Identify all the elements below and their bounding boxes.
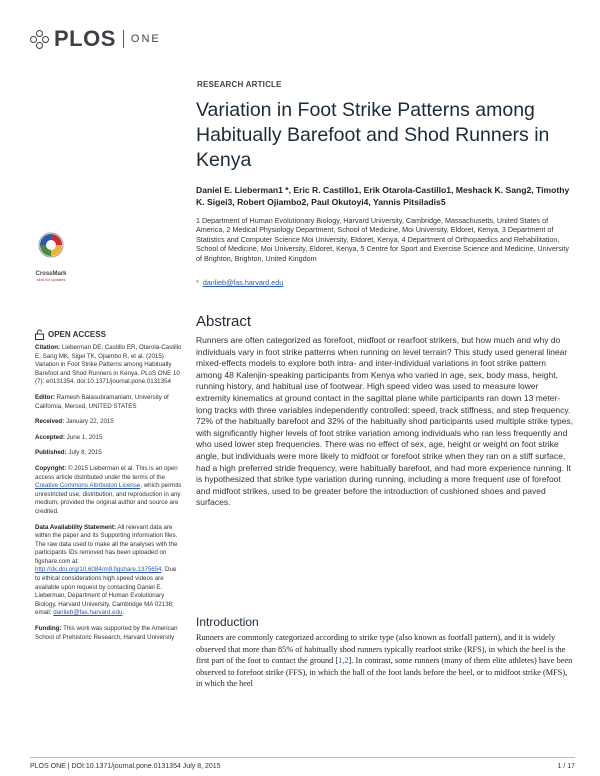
published-date: July 8, 2015 bbox=[68, 449, 102, 457]
page-number: 1 / 17 bbox=[557, 763, 575, 770]
citation-label: Citation: bbox=[35, 344, 61, 351]
citation-text: Lieberman DE, Castillo ER, Otarola-Castillo E, Sang MK, Sigei TK, Ojiambo R, et al. (2015) Variation in Foot Strike Patterns among Habitually Barefoot and Shod Runners in Kenya. PLoS ONE 10 (7): e0131354. doi:10.1371/journal.pone.0131354 bbox=[35, 344, 182, 386]
crossmark-badge[interactable] bbox=[35, 232, 67, 282]
license-link[interactable]: Creative Commons Attribution License bbox=[35, 482, 141, 490]
published-label: Published: bbox=[35, 449, 67, 457]
article-type: RESEARCH ARTICLE bbox=[197, 80, 282, 89]
funding-label: Funding: bbox=[35, 625, 62, 633]
corresponding-author: * danlieb@fas.harvard.edu bbox=[196, 278, 284, 287]
copyright-label: Copyright: bbox=[35, 464, 67, 472]
data-availability-label: Data Availability Statement: bbox=[35, 523, 117, 531]
affiliations: 1 Department of Human Evolutionary Biology, Harvard University, Cambridge, Massachusetts, United States of America, 2 Medical Physiology Department, School of Medicine, Moi University, Eldoret, Kenya, 3 Department of Statistics and Computer Science Moi University, Eldoret, Kenya, 4 Department of Orthopaedics and Rehabilitation, School of Medicine, Moi University, Eldoret, Kenya, 5 Centre for Sport and Exercise Science and Medicine, University of Brighton, Brighton, United Kingdom bbox=[196, 216, 569, 263]
open-access-label: OPEN ACCESS bbox=[48, 330, 106, 339]
received-label: Received: bbox=[35, 418, 65, 426]
editor-text: Ramesh Balasubramaniam, University of California, Merced, UNITED STATES bbox=[35, 393, 169, 410]
article-metadata bbox=[35, 344, 183, 649]
data-contact-email-link[interactable]: danlieb@fas.harvard.edu bbox=[53, 609, 123, 617]
funding-text: This work was supported by the American School of Prehistoric Research, Harvard University bbox=[35, 625, 178, 641]
published-block bbox=[35, 449, 183, 458]
crossmark-label: CrossMark bbox=[35, 271, 67, 277]
data-availability-text-2: . Due to ethical considerations high speed videos are available upon request by contacting Daniel E. Lieberman, Department of Human Evolutionary Biology, Harvard University, Cambridge MA 02138; email: bbox=[35, 566, 177, 617]
open-access-badge bbox=[35, 329, 106, 340]
received-date: January 22, 2015 bbox=[65, 418, 114, 426]
introduction-heading: Introduction bbox=[196, 615, 259, 629]
footer-citation: PLOS ONE | DOI:10.1371/journal.pone.0131354 July 8, 2015 bbox=[30, 763, 221, 770]
plos-logo bbox=[30, 26, 161, 52]
author-list: Daniel E. Lieberman1 *, Eric R. Castillo1, Erik Otarola-Castillo1, Meshack K. Sang2, Timothy K. Sigei3, Robert Ojiambo2, Paul Okutoyi4, Yannis Pitsiladis5 bbox=[196, 185, 570, 207]
accepted-label: Accepted: bbox=[35, 433, 65, 441]
funding-block bbox=[35, 625, 183, 642]
crossmark-icon bbox=[36, 232, 66, 266]
plos-dots-icon bbox=[30, 29, 52, 49]
data-availability-block bbox=[35, 524, 183, 619]
editor-block bbox=[35, 394, 183, 411]
copyright-text-end: , which permits unrestricted use, distribution, and reproduction in any medium, provided the original author and source are credited. bbox=[35, 482, 182, 515]
figshare-link[interactable]: http://dx.doi.org/10.6084/m9.figshare.1375654 bbox=[35, 566, 162, 574]
crossmark-sub: click for updates bbox=[36, 277, 66, 282]
citation-block bbox=[35, 344, 183, 387]
received-block bbox=[35, 418, 183, 427]
article-title: Variation in Foot Strike Patterns among Habitually Barefoot and Shod Runners in Kenya bbox=[196, 99, 550, 171]
introduction-text-part-1: Runners are commonly categorized according to strike type (also known as footfall pattern), and it is widely observed that more than 85% of habitually shod runners typically rearfoot strike (RFS), in which the heel is the first part of the foot to contact the ground [ bbox=[196, 633, 566, 666]
data-availability-end: . bbox=[122, 609, 125, 617]
abstract-text: Runners are often categorized as forefoot, midfoot or rearfoot strikers, but how much and why do individuals vary in foot strike patterns when running on level terrain? This study used general linear mixed-effects models to explore both intra- and inter-individual variations in foot strike pattern among 48 Kalenjin-speaking participants from Kenya who varied in age, sex, body mass, height, running history, and habitual use of footwear. High speed video was used to measure lower extremity kinematics at ground contact in the sagittal plane while participants ran down 13 meter-long tracks with three variables independently controlled: speed, track stiffness, and step frequency. 72% of the habitually barefoot and 32% of the habitually shod participants used multiple strike types, with significantly higher levels of foot strike variation among individuals who ran less frequently and who used lower step frequencies. There was no effect of sex, age, height or weight on foot strike angle, but individuals were more likely to midfoot or forefoot strike when they ran on a stiff surface, had a high preferred stride frequency, were habitually barefoot, and had more experience running. It is hypothesized that strike type variation during running, including a more frequent use of forefoot and midfoot strikes, used to be greater before the introduction of cushioned shoes and paved surfaces. bbox=[196, 335, 574, 508]
copyright-text: © 2015 Lieberman et al. This is an open access article distributed under the terms of the bbox=[35, 464, 178, 481]
accepted-date: June 1, 2015 bbox=[66, 433, 103, 441]
footer-divider bbox=[30, 757, 575, 758]
open-lock-icon bbox=[35, 329, 44, 340]
abstract-heading: Abstract bbox=[196, 313, 252, 330]
introduction-text bbox=[196, 632, 574, 690]
logo-text: PLOS bbox=[54, 26, 116, 51]
logo-divider bbox=[123, 30, 124, 48]
introduction-text-part-2: ]. In contrast, some runners (many of them elite athletes) have been observed to forefoot strike (FFS), in which the ball of the foot lands before the heel, or to midfoot strike (MFS), in which the heel bbox=[196, 656, 573, 689]
corresponding-email-link[interactable]: danlieb@fas.harvard.edu bbox=[202, 278, 284, 287]
copyright-block bbox=[35, 465, 183, 517]
accepted-block bbox=[35, 434, 183, 443]
editor-label: Editor: bbox=[35, 393, 55, 401]
data-availability-text: All relevant data are within the paper and its Supporting Information files. The raw data used to make all the analyses with the participants IDs removed has been uploaded on figshare.com at: bbox=[35, 523, 178, 565]
citation-link[interactable]: 1,2 bbox=[338, 656, 349, 666]
journal-name: ONE bbox=[130, 33, 161, 45]
